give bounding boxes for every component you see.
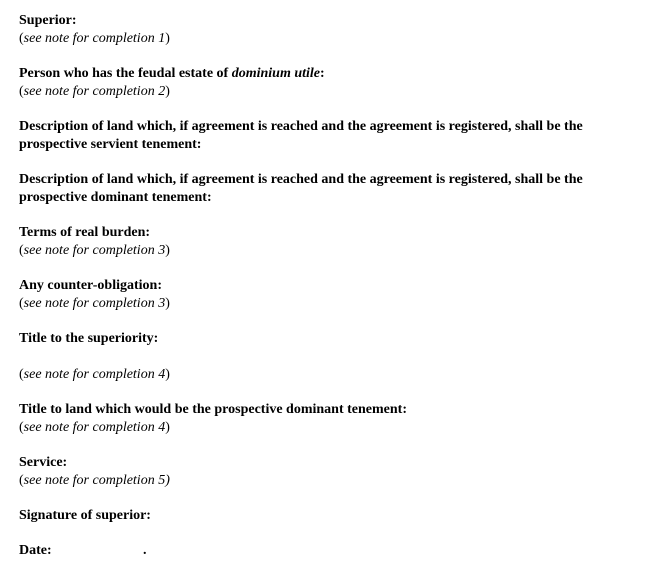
field-dominant-tenement <box>19 171 639 207</box>
superior-note: (see note for completion 1) <box>19 31 170 46</box>
blank-line <box>19 348 639 366</box>
field-title-dominant <box>19 401 639 437</box>
field-counter-obligation <box>19 277 639 313</box>
signature-label: Signature of superior: <box>19 508 151 523</box>
field-title-superiority <box>19 330 639 384</box>
title-superiority-label: Title to the superiority: <box>19 331 159 346</box>
field-superior <box>19 12 639 48</box>
notice-form <box>19 12 639 577</box>
field-signature <box>19 507 639 525</box>
counter-label: Any counter-obligation: <box>19 278 162 293</box>
field-service <box>19 454 639 490</box>
terms-note: (see note for completion 3) <box>19 243 170 258</box>
superior-label: Superior: <box>19 13 77 28</box>
date-row <box>19 542 639 560</box>
service-note: (see note for completion 5) <box>19 473 170 488</box>
dominant-label: Description of land which, if agreement is reached and the agreement is registered, shall be the prospective dominant tenement: <box>19 172 583 205</box>
field-servient-tenement <box>19 118 639 154</box>
field-dominium-utile <box>19 65 639 101</box>
title-superiority-note: (see note for completion 4) <box>19 367 170 382</box>
dominium-note: (see note for completion 2) <box>19 84 170 99</box>
field-terms-real-burden <box>19 224 639 260</box>
servient-label: Description of land which, if agreement is reached and the agreement is registered, shall be the prospective servient tenement: <box>19 119 583 152</box>
date-dot: . <box>143 543 147 558</box>
field-date <box>19 542 639 560</box>
dominium-label: Person who has the feudal estate of dominium utile: <box>19 66 325 81</box>
date-label: Date: <box>19 543 52 558</box>
title-dominant-note: (see note for completion 4) <box>19 420 170 435</box>
service-label: Service: <box>19 455 68 470</box>
terms-label: Terms of real burden: <box>19 225 151 240</box>
title-dominant-label: Title to land which would be the prospective dominant tenement: <box>19 402 407 417</box>
counter-note: (see note for completion 3) <box>19 296 170 311</box>
